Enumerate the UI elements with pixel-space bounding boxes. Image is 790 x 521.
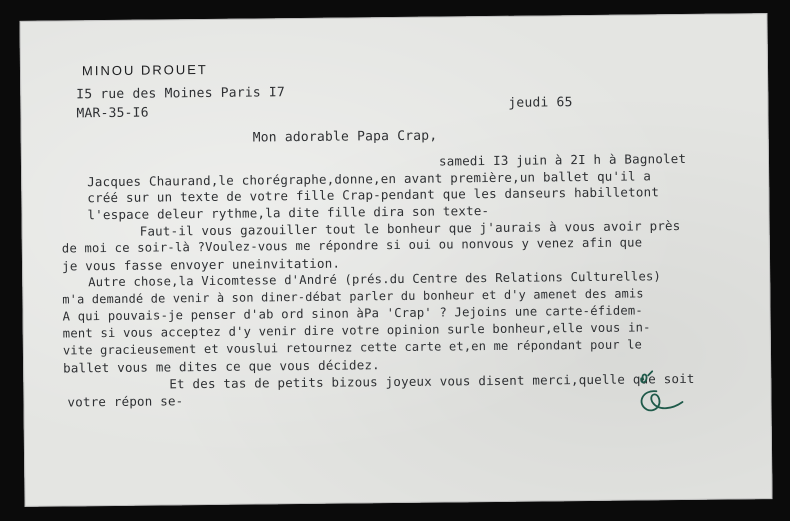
letter-line: de moi ce soir-là ?Voulez-vous me répondre si oui ou nonvous y venez afin que — [61, 235, 643, 256]
letter-line: je vous fasse envoyer uneinvitation. — [61, 255, 341, 274]
letter-line: Et des tas de petits bizous joyeux vous disent merci,quelle que soit — [169, 370, 695, 392]
letterhead-address: I5 rue des Moines Paris I7 — [76, 85, 286, 103]
letter-line: ballet vous me dites ce que vous décidez. — [63, 357, 380, 376]
letter-line: votre répon se- — [67, 393, 184, 410]
letter-line: Autre chose,la Vicomtesse d'André (prés.du Centre des Relations Culturelles) — [88, 269, 662, 290]
postcard — [19, 13, 772, 507]
letterhead-name: MINOU DROUET — [81, 61, 208, 79]
letter-line: vite gracieusement et vouslui retournez cette carte et,en me répondant pour le — [62, 337, 643, 358]
letter-date: jeudi 65 — [508, 95, 573, 111]
handwritten-signature — [628, 369, 699, 430]
letter-line: Jacques Chaurand,le chorégraphe,donne,en avant première,un ballet qu'il a — [87, 168, 652, 190]
letterhead-phone: MAR-35-I6 — [76, 105, 149, 122]
show-through-watermark — [400, 65, 417, 105]
salutation: Mon adorable Papa Crap, — [252, 128, 438, 146]
letter-line: samedi I3 juin à 2I h à Bagnolet — [438, 150, 687, 169]
letter-line: l'espace deleur rythme,la dite fille dira son texte- — [87, 203, 490, 223]
letter-line: A qui pouvais-je penser d'ab ord sinon àPa 'Crap' ? Jejoins une carte-éfidem- — [62, 303, 644, 324]
letter-line: Faut-il vous gazouiller tout le bonheur que j'aurais à vous avoir près — [139, 218, 681, 239]
letter-line: m'a demandé de venir à son diner-débat parler du bonheur et d'y amenet des amis — [62, 286, 644, 307]
letter-line: ment si vous acceptez d'y venir dire votre opinion surle bonheur,elle vous in- — [62, 320, 651, 341]
letter-line: créé sur un texte de votre fille Crap-pendant que les danseurs habilletont — [87, 184, 660, 206]
